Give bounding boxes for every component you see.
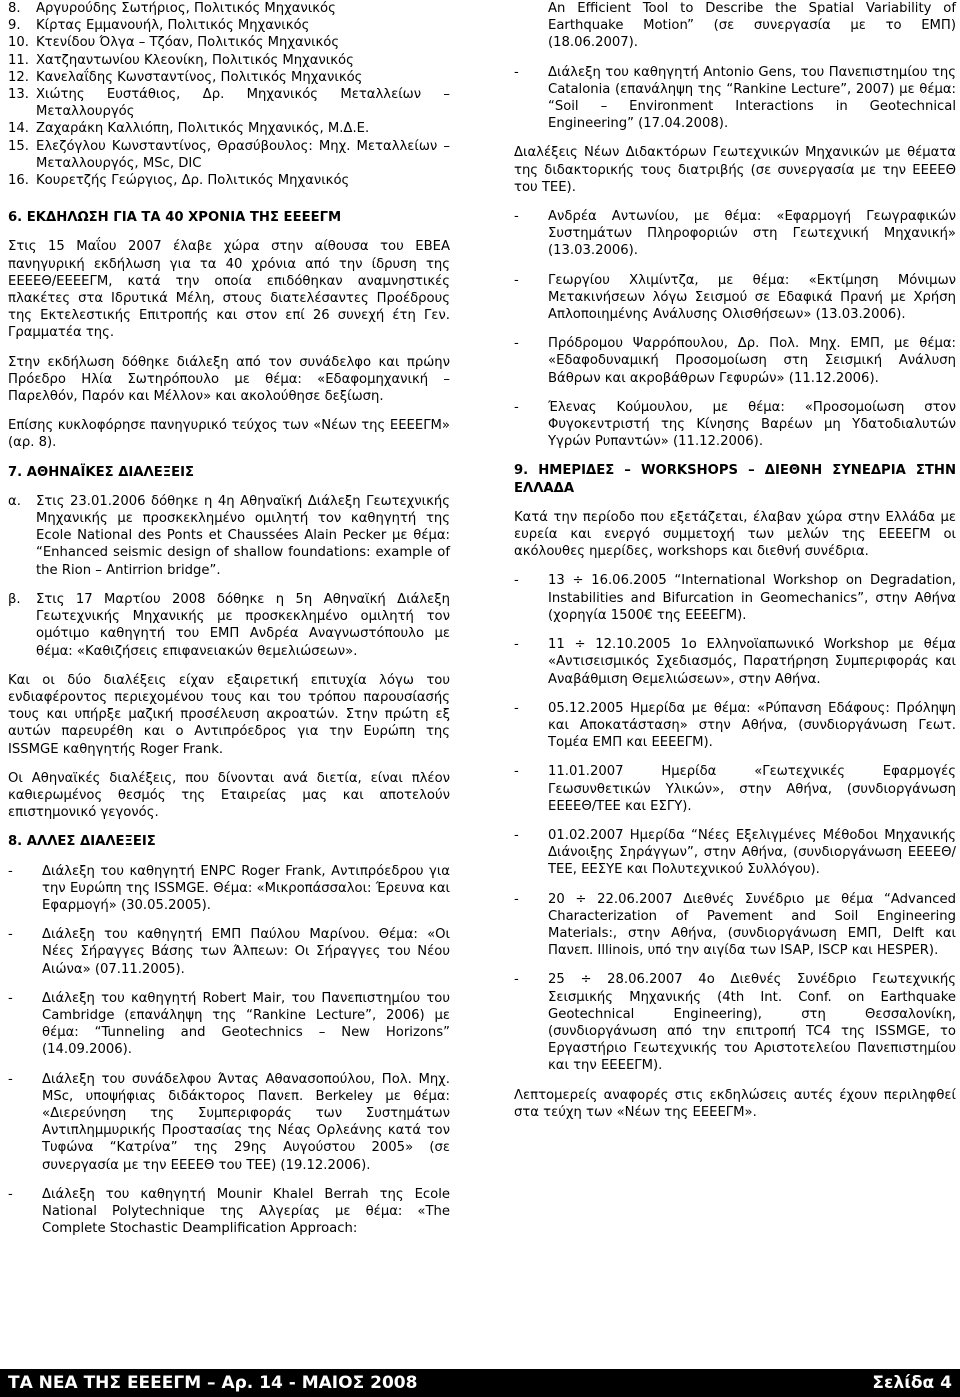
item-text: 25 ÷ 28.06.2007 4ο Διεθνές Συνέδριο Γεωτεχνικής Σεισμικής Μηχανικής (4th Int. Conf. on Earthquake Geotechnical Engineering), στη Θεσσαλονίκη, (συνδιοργάνωση από την επιτροπή TC4 της ISSMGE, το Εργαστήριο Γεωτεχνικής του Αριστοτελείου Πανεπιστημίου και την ΕΕΕΕΓΜ). (548, 972, 956, 1074)
item-number: 11. (8, 52, 29, 68)
member-list (8, 0, 450, 189)
section-9-title: 9. ΗΜΕΡΙΔΕΣ – WORKSHOPS – ΔΙΕΘΝΗ ΣΥΝΕΔΡΙΑ ΣΤΗΝ ΕΛΛΑΔΑ (514, 463, 956, 496)
phd-lectures-intro: Διαλέξεις Νέων Διδακτόρων Γεωτεχνικών Μηχανικών με θέματα της διδακτορικής τους διατριβής (σε συνεργασία με την ΕΕΕΕΘ του ΤΕΕ). (514, 145, 956, 195)
dash-marker: - (8, 863, 13, 879)
item-text: Χιώτης Ευστάθιος, Δρ. Μηχανικός Μεταλλείων – Μεταλλουργός (36, 87, 450, 120)
section-7-paragraph: Οι Αθηναϊκές διαλέξεις, που δίνονται ανά διετία, είναι πλέον καθιερωμένος θεσμός της Εταιρείας μας και αποτελούν επιστημονικό γεγονός. (8, 770, 450, 821)
item-text: Διάλεξη του καθηγητή ΕΜΠ Παύλου Μαρίνου. Θέμα: «Οι Νέες Σήραγγες Βάσης των Άλπεων: Οι Σήραγγες του Νέου Αιώνα» (07.11.2005). (42, 927, 450, 977)
dash-marker: - (8, 990, 13, 1006)
dash-marker: - (514, 272, 519, 288)
item-text: Διάλεξη του καθηγητή Mounir Khalel Berrah της Ecole National Polytechnique της Αλγερίας με θέμα: «The Complete Stochastic Deamplification Approach: (42, 1186, 450, 1237)
item-number: 13. (8, 87, 29, 103)
dash-marker: - (514, 972, 519, 988)
list-item (514, 891, 956, 960)
list-item (514, 335, 956, 387)
item-text: 11.01.2007 Ημερίδα «Γεωτεχνικές Εφαρμογές Γεωσυνθετικών Υλικών», στην Αθήνα, (συνδιοργάνωση ΕΕΕΕΘ/ΤΕΕ και ΕΣΓΥ). (548, 764, 956, 814)
dash-marker: - (514, 399, 519, 415)
list-item (8, 69, 450, 86)
list-item (8, 863, 450, 915)
item-text: 05.12.2005 Ημερίδα με θέμα: «Ρύπανση Εδάφους: Πρόληψη και Αποκατάσταση» στην Αθήνα, (συνδιοργάνωση Γεωτ. Τομέα ΕΜΠ και ΕΕΕΕΓΜ). (548, 700, 956, 751)
section-8-title: 8. ΑΛΛΕΣ ΔΙΑΛΕΞΕΙΣ (8, 834, 156, 850)
item-number: 16. (8, 173, 29, 189)
dash-marker: - (514, 209, 519, 225)
item-text: Ελεζόγλου Κωνσταντίνος, Θρασύβουλος: Μηχ. Μεταλλείων – Μεταλλουργός, MSc, DIC (36, 138, 450, 171)
dash-marker: - (514, 637, 519, 653)
item-number: 10. (8, 35, 29, 51)
item-letter: α. (8, 493, 21, 509)
section-9-intro: Κατά την περίοδο που εξετάζεται, έλαβαν χώρα στην Ελλάδα με ευρεία και ενεργό συμμετοχή των μελών της ΕΕΕΕΓΜ οι ακόλουθες ημερίδες, workshops και διεθνή συνέδρια. (514, 509, 956, 560)
list-item (514, 636, 956, 688)
list-item (8, 1186, 450, 1238)
item-text: Στις 23.01.2006 δόθηκε η 4η Αθηναϊκή Διάλεξη Γεωτεχνικής Μηχανικής με προσκεκλημένο ομιλητή τον καθηγητή της Ecole National des Ponts et Chaussées Alain Pecker με θέμα: “Enhanced seismic design of shallow foundations: example of the Rion – Antirrion bridge”. (36, 493, 450, 578)
list-item (514, 700, 956, 752)
list-item (514, 572, 956, 624)
list-item (8, 120, 450, 137)
list-item (514, 64, 956, 133)
list-item (8, 17, 450, 34)
list-item (8, 172, 450, 189)
page-footer (0, 1369, 960, 1397)
section-6-title: 6. ΕΚΔΗΛΩΣΗ ΓΙΑ ΤΑ 40 ΧΡΟΝΙΑ ΤΗΣ ΕΕΕΕΓΜ (8, 210, 342, 226)
footer-publication: ΤΑ ΝΕΑ ΤΗΣ ΕΕΕΕΓΜ – Αρ. 14 - ΜΑΙΟΣ 2008 (8, 1373, 418, 1393)
list-item (8, 990, 450, 1059)
dash-marker: - (514, 891, 519, 907)
item-text: 20 ÷ 22.06.2007 Διεθνές Συνέδριο με θέμα “Advanced Characterization of Pavement and Soil Engineering Materials:, στην Αθήνα, (συνδιοργάνωση ΕΜΠ, Delft και Πανεπ. Illinois, υπό την αιγίδα των ISAP, ISCP και HESPER). (548, 891, 956, 959)
list-item (8, 0, 450, 17)
item-text: Κανελαΐδης Κωνσταντίνος, Πολιτικός Μηχανικός (36, 69, 363, 85)
item-number: 9. (8, 18, 21, 34)
item-text: Κουρετζής Γεώργιος, Δρ. Πολιτικός Μηχανικός (36, 173, 350, 189)
item-text: 11 ÷ 12.10.2005 1ο Ελληνοϊαπωνικό Workshop με θέμα «Αντισεισμικός Σχεδιασμός, Παρατήρηση Συμπεριφοράς και Αναβάθμιση Θεμελιώσεων», στην Αθήνα. (548, 637, 956, 687)
item-number: 15. (8, 138, 29, 154)
item-text: Διάλεξη του συνάδελφου Άντας Αθανασοπούλου, Πολ. Μηχ. MSc, υποψήφιας διδάκτορος Πανεπ. Berkeley με θέμα: «Διερεύνηση της Συμπεριφοράς των Συστημάτων Αντιπλημμυρικής Προστασίας της Νέας Ορλεάνης κατά τον Τυφώνα “Κατρίνα” της 29ης Αυγούστου 2005» (σε συνεργασία με την ΕΕΕΕΘ του ΤΕΕ) (19.12.2006). (42, 1071, 450, 1173)
lecture-item-b (8, 591, 450, 660)
list-item (514, 971, 956, 1074)
list-item (514, 763, 956, 815)
list-item (8, 926, 450, 978)
item-text: Έλενας Κούμουλου, με θέμα: «Προσομοίωση στον Φυγοκεντριστή της Κίνησης Βαρέων μη Υδατοδιαλυτών Υγρών Ρυπαντών» (11.12.2006). (548, 399, 956, 450)
item-text: Ζαχαράκη Καλλιόπη, Πολιτικός Μηχανικός, Μ.Δ.Ε. (36, 121, 370, 137)
item-text: Αργυρούδης Σωτήριος, Πολιτικός Μηχανικός (36, 1, 336, 16)
dash-marker: - (514, 573, 519, 589)
section-6-paragraph: Επίσης κυκλοφόρησε πανηγυρικό τεύχος των «Νέων της ΕΕΕΕΓΜ» (αρ. 8). (8, 418, 450, 451)
left-column (8, 0, 450, 1249)
section-6-paragraph: Στην εκδήλωση δόθηκε διάλεξη από τον συνάδελφο και πρώην Πρόεδρο Ηλία Σωτηρόπουλο με θέμα: «Εδαφομηχανική – Παρελθόν, Παρόν και Μέλλον» και ακολούθησε δεξίωση. (8, 354, 450, 405)
item-number: 14. (8, 121, 29, 137)
dash-marker: - (514, 764, 519, 780)
item-text: Διάλεξη του καθηγητή Robert Mair, του Πανεπιστημίου του Cambridge (επανάληψη της “Rankine Lecture”, 2006) με θέμα: “Tunneling and Geotechnics – New Horizons” (14.09.2006). (42, 990, 450, 1058)
item-text: 13 ÷ 16.06.2005 “International Workshop on Degradation, Instabilities and Bifurcation in Geomechanics”, στην Αθήνα (χορηγία 1500€ της ΕΕΕΕΓΜ). (548, 573, 956, 623)
item-number: 12. (8, 69, 29, 85)
list-item (8, 34, 450, 51)
dash-marker: - (514, 700, 519, 716)
section-7-paragraph: Και οι δύο διαλέξεις είχαν εξαιρετική επιτυχία λόγω του ενδιαφέροντος περιεχομένου τους και του τρόπου παρουσίασής τους και υπήρξε μαζική προσέλευση ακροατών. Στην πρώτη εξ αυτών παρευρέθη και ο Αντιπρόεδρος για την Ευρώπη της ISSMGE καθηγητής Roger Frank. (8, 672, 450, 757)
dash-marker: - (8, 1071, 13, 1087)
item-text: Κτενίδου Όλγα – Τζόαν, Πολιτικός Μηχανικός (36, 35, 340, 51)
continued-text: An Efficient Tool to Describe the Spatial Variability of Earthquake Motion” (σε συνεργασία με το ΕΜΠ) (18.06.2007). (548, 1, 956, 51)
dash-marker: - (514, 336, 519, 352)
item-text: Γεωργίου Χλιμίντζα, με θέμα: «Εκτίμηση Μόνιμων Μετακινήσεων λόγω Σεισμού σε Εδαφικά Πρανή με Χρήση Απλοποιημένης Ανάλυσης Ολισθήσεων» (13.03.2006). (548, 272, 956, 323)
item-text: Πρόδρομου Ψαρρόπουλου, Δρ. Πολ. Μηχ. ΕΜΠ, με θέμα: «Εδαφοδυναμική Προσομοίωση στη Σεισμική Ανάλυση Βάθρων και ακροβάθρων Γεφυρών» (11.12.2006). (548, 336, 956, 386)
section-6-paragraph: Στις 15 Μαΐου 2007 έλαβε χώρα στην αίθουσα του ΕΒΕΑ πανηγυρική εκδήλωση για τα 40 χρόνια από την ίδρυση της ΕΕΕΕΘ/ΕΕΕΕΓΜ, κατά την οποία επιδόθηκαν αναμνηστικές πλακέτες στα Ιδρυτικά Μέλη, στους διατελέσαντες Προέδρους της Εκτελεστικής Επιτροπής και στον επί 26 συνεχή έτη Γεν. Γραμματέα της. (8, 239, 450, 341)
lecture-item-a (8, 493, 450, 579)
item-text: Στις 17 Μαρτίου 2008 δόθηκε η 5η Αθηναϊκή Διάλεξη Γεωτεχνικής Μηχανικής με προσκεκλημένο ομιλητή τον ομότιμο καθηγητή του ΕΜΠ Ανδρέα Αναγνωστόπουλο με θέμα: «Καθιζήσεις επιφανειακών θεμελιώσεων». (36, 591, 450, 659)
dash-marker: - (8, 1186, 13, 1202)
list-item (514, 272, 956, 324)
item-text: 01.02.2007 Ημερίδα “Νέες Εξελιγμένες Μέθοδοι Μηχανικής Διάνοιξης Σηράγγων”, στην Αθήνα, (συνδιοργάνωση ΕΕΕΕΘ/ΤΕΕ, ΕΕΣΥΕ και Πολυτεχνικού Συλλόγου). (548, 827, 956, 878)
list-item (514, 827, 956, 879)
footer-page-number: Σελίδα 4 (872, 1373, 952, 1393)
list-item (514, 399, 956, 451)
list-item (8, 52, 450, 69)
item-text: Ανδρέα Αντωνίου, με θέμα: «Εφαρμογή Γεωγραφικών Συστημάτων Πληροφοριών στη Γεωτεχνική Μηχανική» (13.03.2006). (548, 209, 956, 259)
dash-marker: - (514, 827, 519, 843)
right-column (514, 0, 956, 1133)
list-item (514, 208, 956, 260)
dash-marker: - (514, 64, 519, 80)
item-text: Χατζηαντωνίου Κλεονίκη, Πολιτικός Μηχανικός (36, 52, 354, 68)
list-item (8, 1071, 450, 1174)
item-text: Κίρτας Εμμανουήλ, Πολιτικός Μηχανικός (36, 18, 310, 34)
section-9-outro: Λεπτομερείς αναφορές στις εκδηλώσεις αυτές έχουν περιληφθεί στα τεύχη των «Νέων της ΕΕΕΕΓΜ». (514, 1087, 956, 1120)
list-item (8, 138, 450, 172)
dash-marker: - (8, 927, 13, 943)
item-text: Διάλεξη του καθηγητή Antonio Gens, του Πανεπιστημίου της Catalonia (επανάληψη της “Rankine Lecture”, 2007) με θέμα: “Soil – Environment Interactions in Geotechnical Engineering” (17.04.2008). (548, 64, 956, 132)
list-item (8, 86, 450, 120)
item-number: 8. (8, 1, 21, 16)
item-text: Διάλεξη του καθηγητή ENPC Roger Frank, Αντιπρόεδρου για την Ευρώπη της ISSMGE. Θέμα: «Μικροπάσσαλοι: Έρευνα και Εφαρμογή» (30.05.2005). (42, 863, 450, 913)
item-letter: β. (8, 591, 21, 607)
section-7-title: 7. ΑΘΗΝΑΪΚΕΣ ΔΙΑΛΕΞΕΙΣ (8, 464, 194, 480)
